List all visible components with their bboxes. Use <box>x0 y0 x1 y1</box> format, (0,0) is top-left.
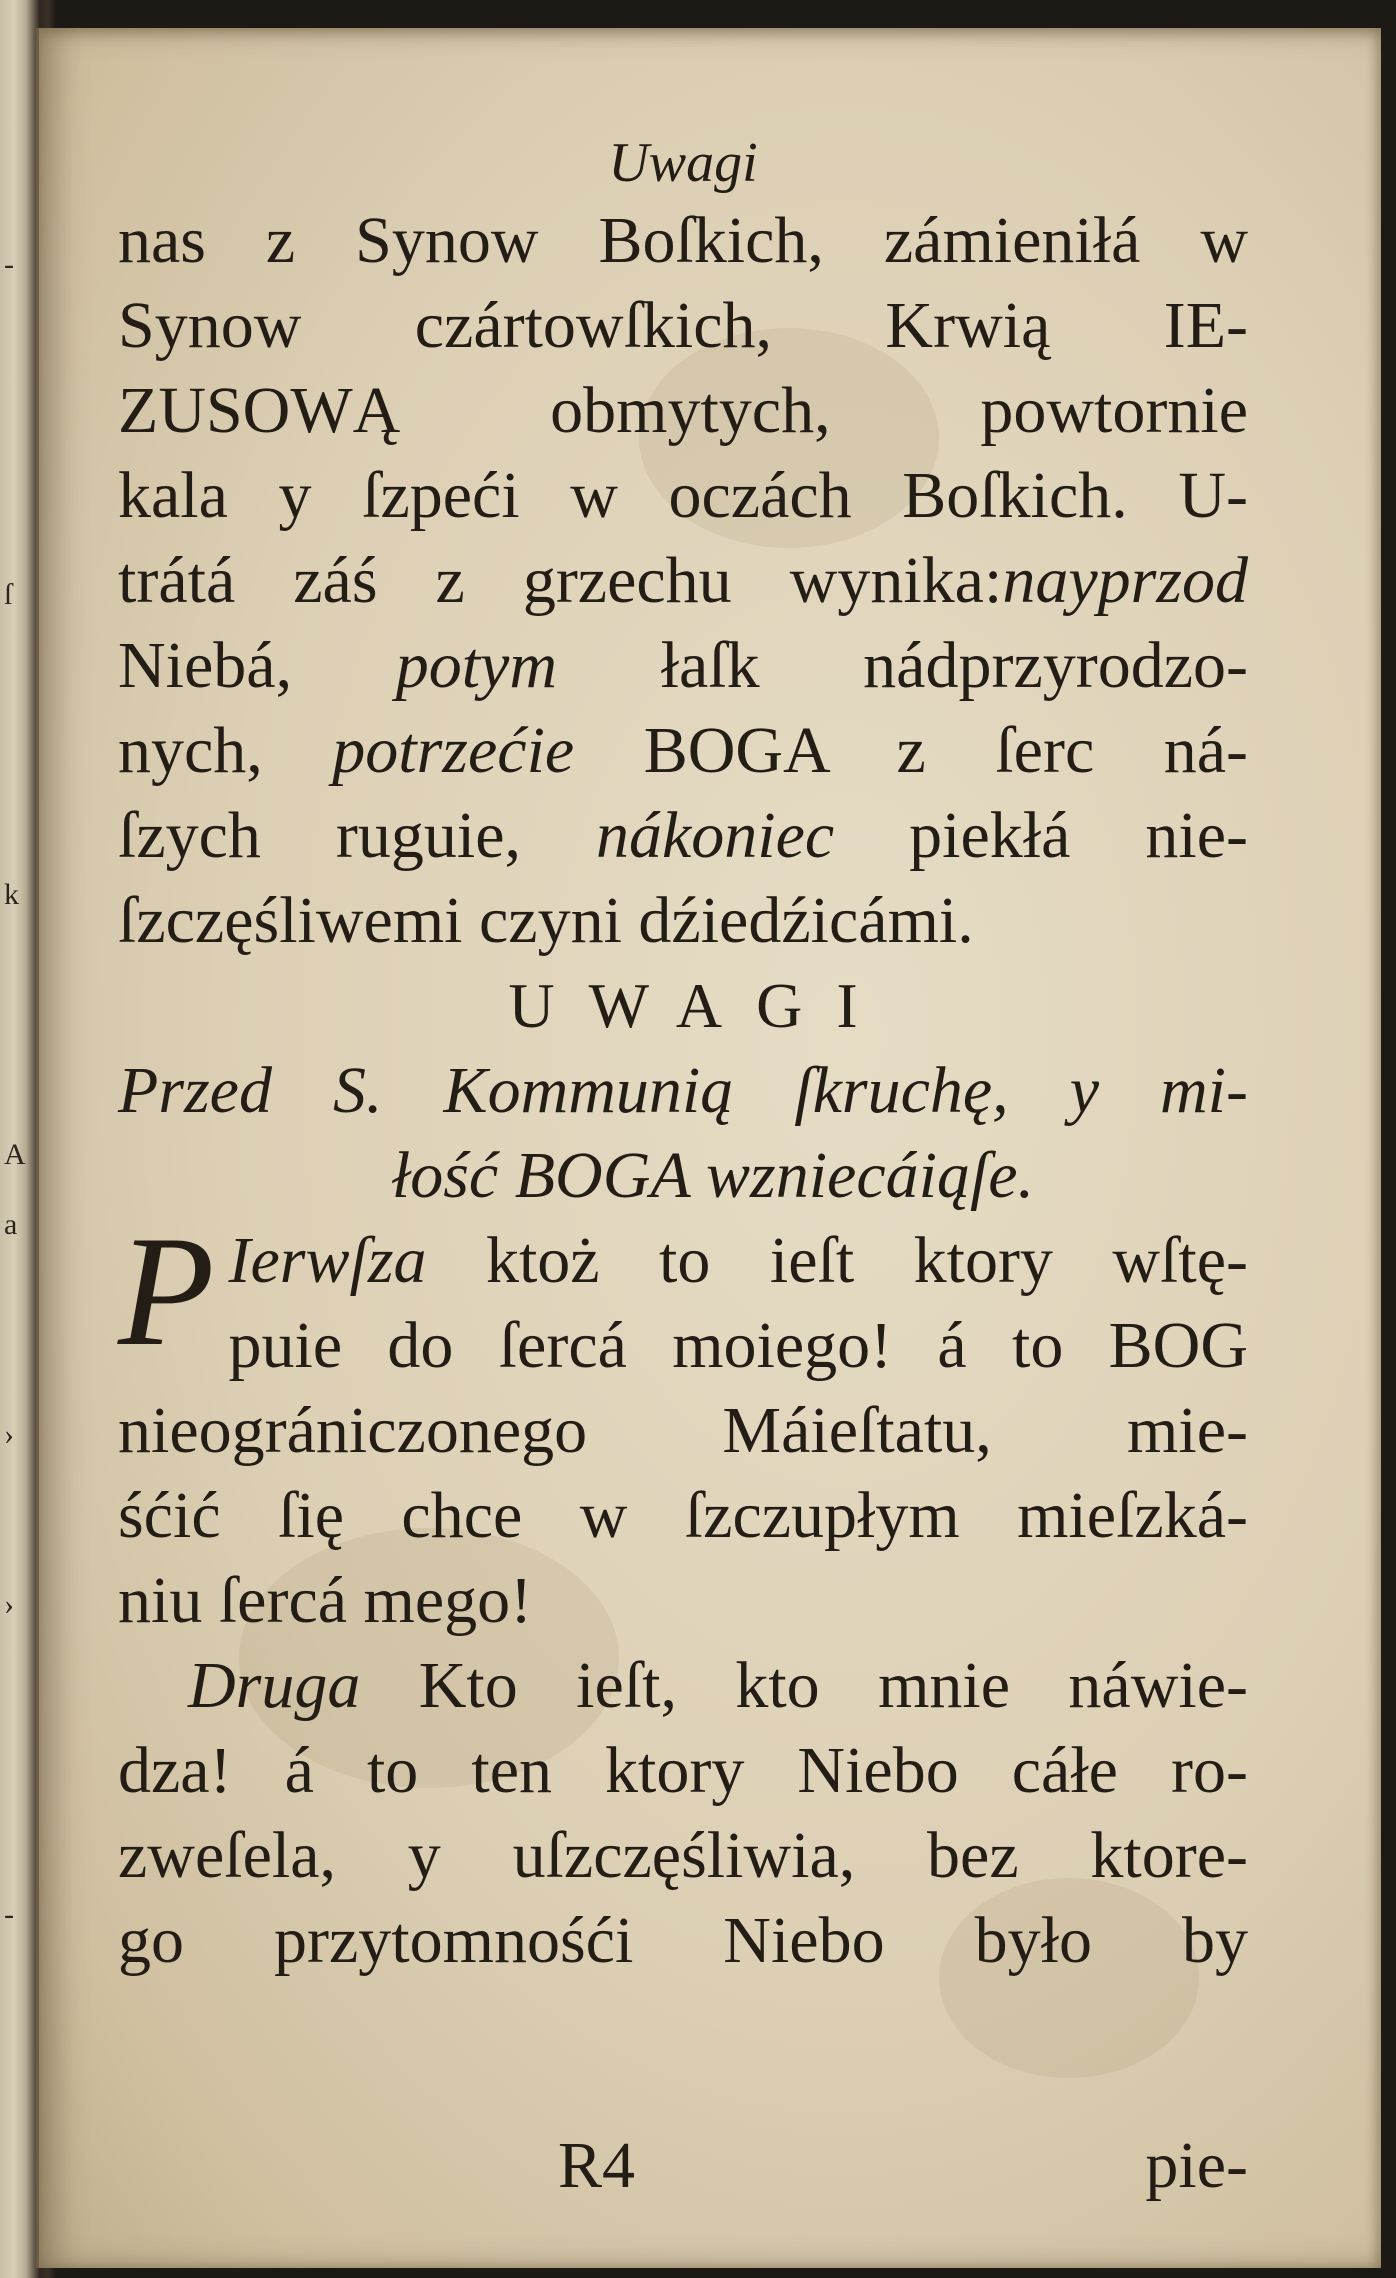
facing-page-edge <box>0 0 40 2278</box>
italic-word: Druga <box>188 1649 361 1722</box>
facing-mark: A <box>4 1138 26 1171</box>
facing-mark: a <box>4 1208 18 1241</box>
text-line: nieográniczonego Máieſtatu, mie- <box>118 1394 1248 1467</box>
text-run: Niebá, <box>118 629 396 702</box>
catchword: pie- <box>1145 2129 1248 2202</box>
italic-word: potrzećie <box>332 714 575 787</box>
text-line <box>118 793 1248 878</box>
text-line: kala y ſzpeći w oczách Boſkich. U- <box>118 459 1248 532</box>
text-line <box>118 538 1248 623</box>
facing-mark: - <box>4 248 14 281</box>
text-line <box>118 708 1248 793</box>
italic-word: nákoniec <box>595 799 835 872</box>
italic-word: nayprzod <box>1002 544 1248 617</box>
text-line: nas z Synow Boſkich, zámieniłá w <box>118 204 1248 277</box>
text-line: niu ſercá mego! <box>118 1564 533 1637</box>
facing-mark: › <box>4 1418 14 1451</box>
text-line: śćić ſię chce w ſzczupłym mieſzká- <box>118 1479 1248 1552</box>
section-subtitle-line: Przed S. Kommunią ſkruchę, y mi- <box>118 1054 1248 1127</box>
text-line: Synow czártowſkich, Krwią IE- <box>118 289 1248 362</box>
text-run: ktoż to ieſt ktory wſtę- <box>426 1224 1248 1297</box>
drop-cap: P <box>118 1204 215 1379</box>
text-line <box>118 1643 1248 1728</box>
text-line: zweſela, y uſzczęśliwia, bez ktore- <box>118 1819 1248 1892</box>
facing-mark: ſ <box>4 578 13 611</box>
italic-word: potym <box>395 629 557 702</box>
text-run: nych, <box>118 714 333 787</box>
text-run: piekłá nie- <box>834 799 1248 872</box>
facing-mark: - <box>4 1898 14 1931</box>
signature-mark: R4 <box>558 2129 636 2202</box>
text-line: dza! á to ten ktory Niebo cáłe ro- <box>118 1734 1248 1807</box>
facing-mark: › <box>4 1588 14 1621</box>
running-head: Uwagi <box>608 132 758 194</box>
text-run: trátá záś z grzechu wynika: <box>118 544 1003 617</box>
italic-word: Ierwſza <box>228 1224 427 1297</box>
page-footer <box>118 2128 1248 2218</box>
text-line: go przytomnośći Niebo było by <box>118 1904 1248 1977</box>
text-line: ZUSOWĄ obmytych, powtornie <box>118 374 1248 447</box>
text-line <box>118 1218 1248 1303</box>
section-subtitle-line: łość BOGA wzniecáiąſe. <box>391 1139 1035 1212</box>
text-run: łaſk nádprzyrodzo- <box>557 629 1248 702</box>
text-line <box>118 623 1248 708</box>
page-text <box>118 128 1248 1983</box>
text-line: ſzczęśliwemi czyni dźiedźicámi. <box>118 884 974 957</box>
section-title: UWAGI <box>508 970 892 1041</box>
text-run: Kto ieſt, kto mnie náwie- <box>360 1649 1248 1722</box>
text-run: ſzych ruguie, <box>118 799 596 872</box>
facing-mark: k <box>4 878 19 911</box>
paragraph-first <box>118 1204 1248 1388</box>
text-run: BOGA z ſerc ná- <box>574 714 1248 787</box>
text-line: puie do ſercá moiego! á to BOG <box>228 1309 1248 1382</box>
